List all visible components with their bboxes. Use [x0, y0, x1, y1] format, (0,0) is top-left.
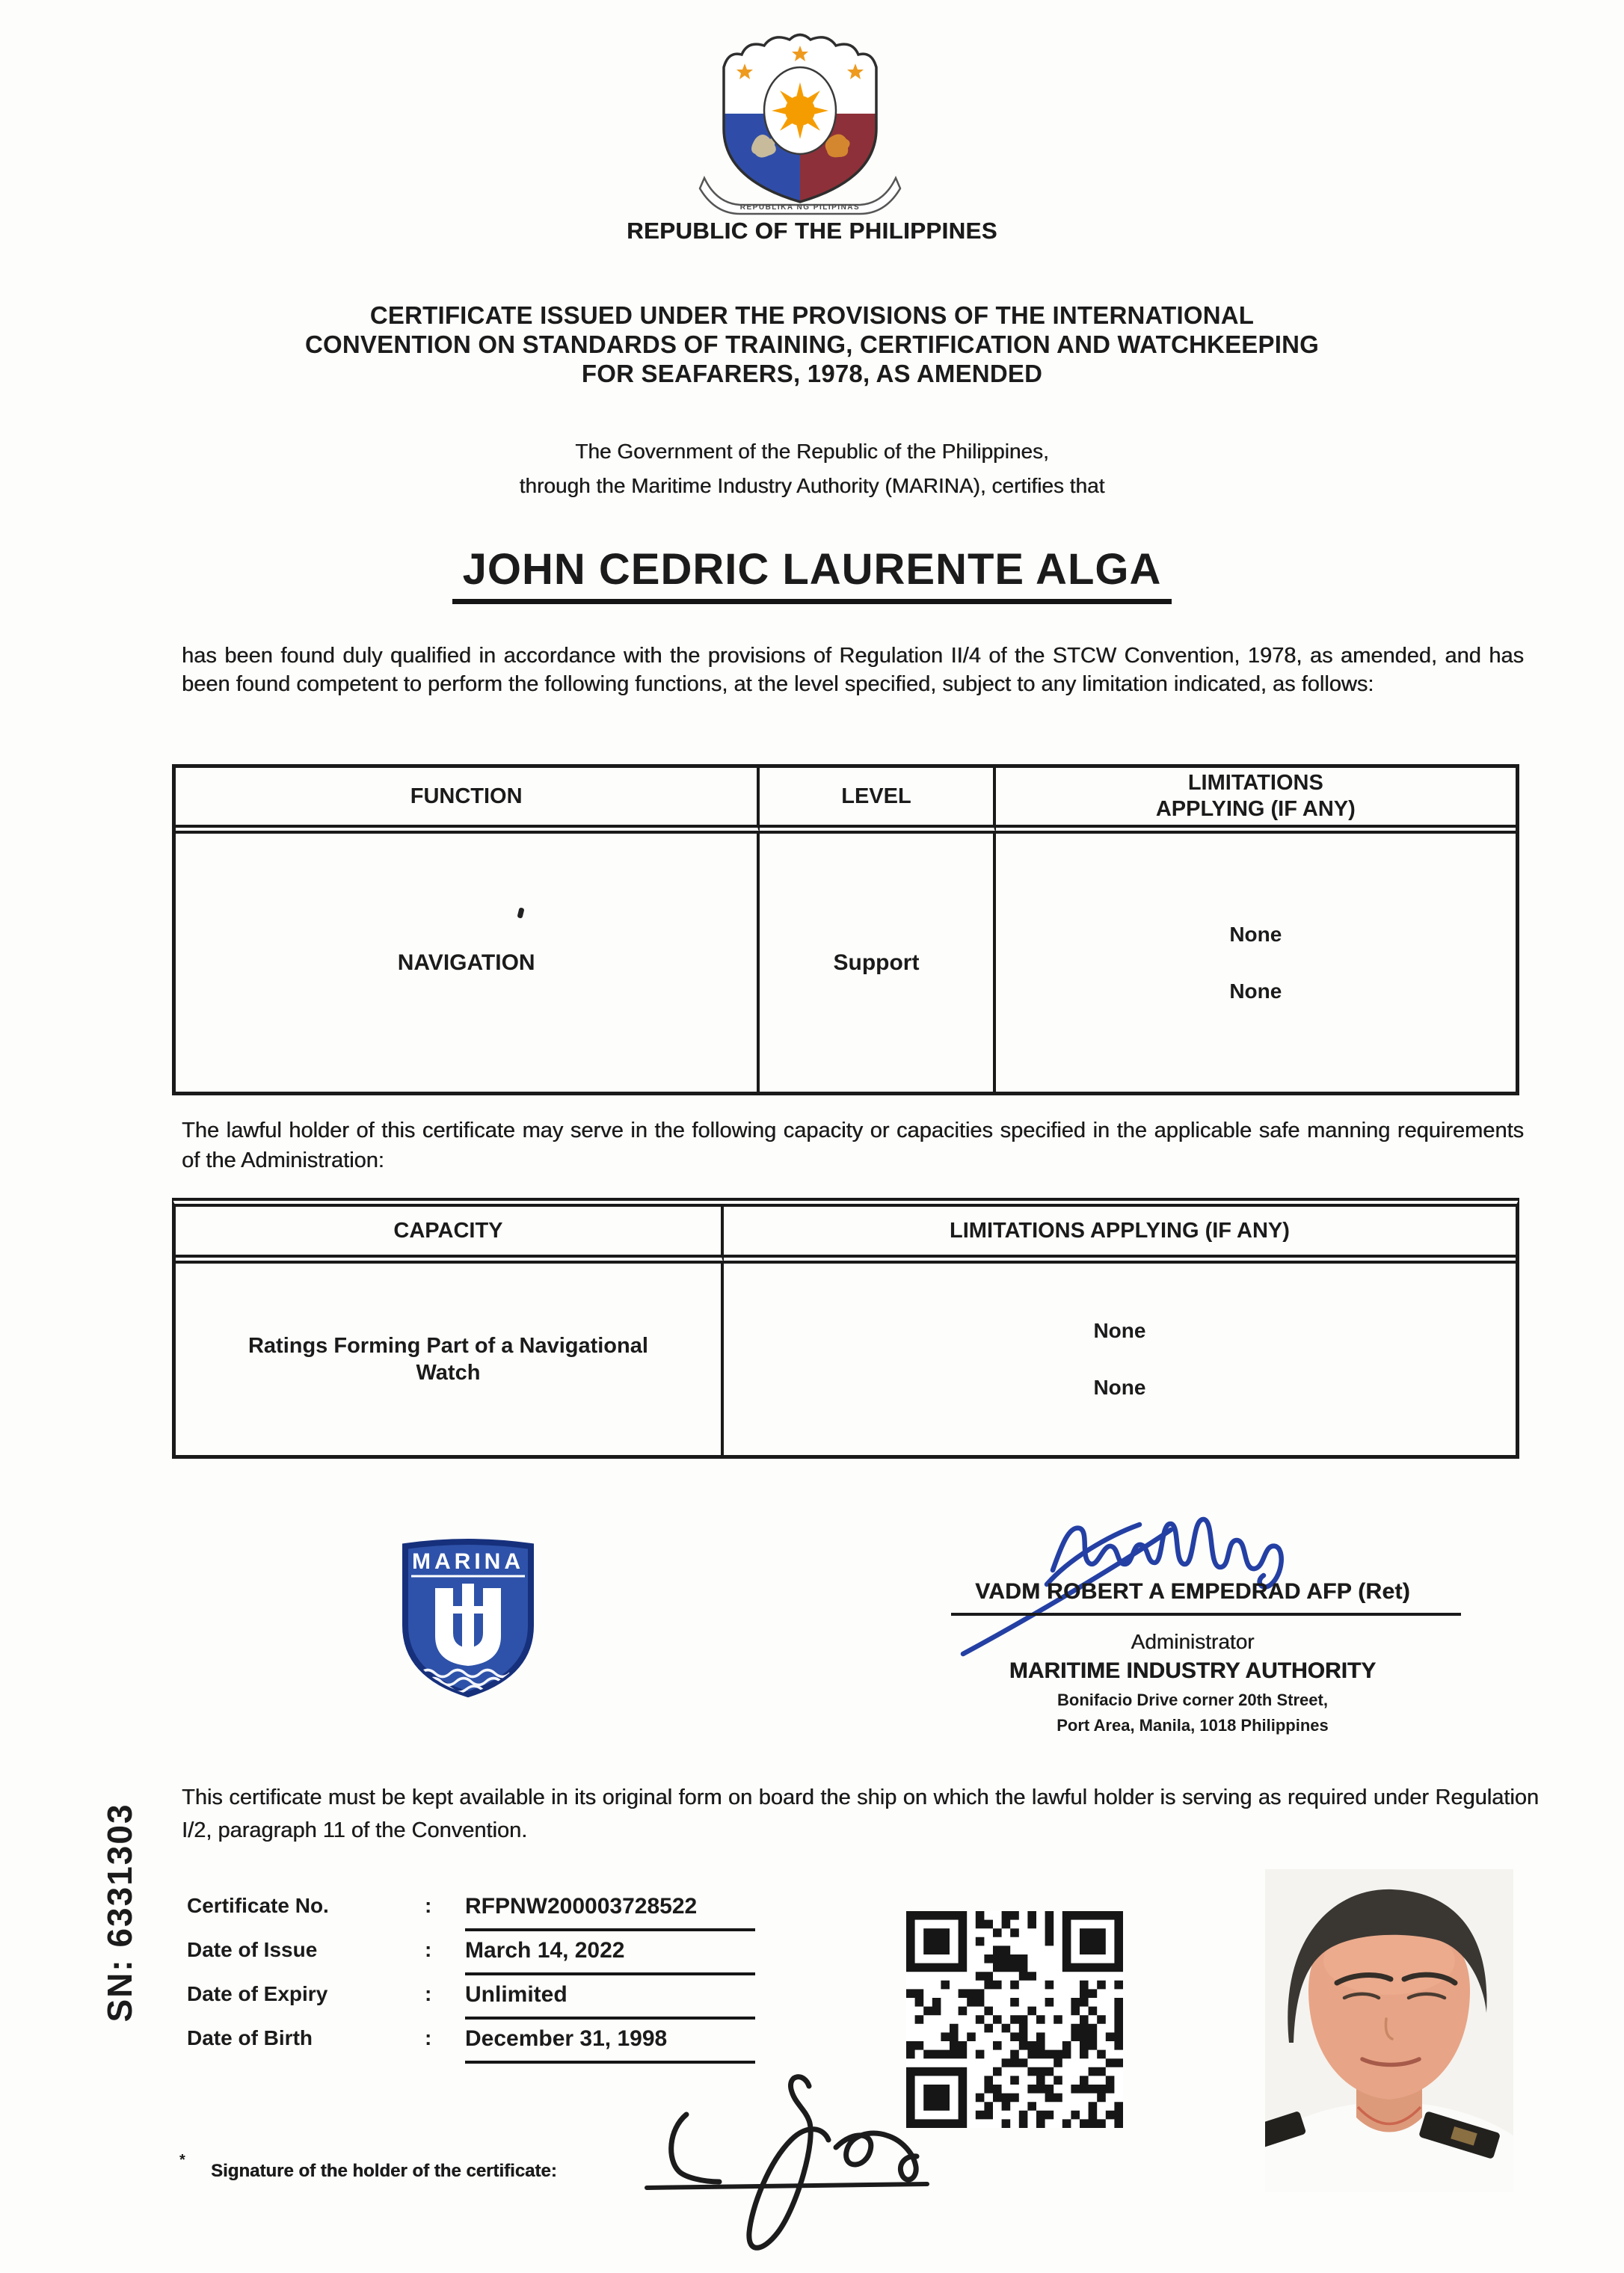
- signatory-organization: MARITIME INDUSTRY AUTHORITY: [1009, 1658, 1377, 1683]
- country-title: REPUBLIC OF THE PHILIPPINES: [627, 218, 997, 244]
- function-table-header-limitations: LIMITATIONS APPLYING (IF ANY): [996, 768, 1516, 834]
- serial-number: SN: 6331303: [100, 1803, 139, 2023]
- capacity-table: [172, 1198, 1519, 1459]
- date-of-expiry-value: Unlimited: [465, 1982, 755, 2020]
- separator: :: [425, 2026, 432, 2049]
- marina-seal-label: MARINA: [412, 1549, 524, 1574]
- signatory-address-line1: Bonifacio Drive corner 20th Street,: [1057, 1691, 1328, 1709]
- holder-signature-label: Signature of the holder of the certificate:: [211, 2161, 557, 2181]
- capacity-table-header-capacity: CAPACITY: [176, 1207, 724, 1264]
- signatory-rule: [951, 1613, 1461, 1616]
- date-of-issue-label: Date of Issue: [187, 1938, 318, 1961]
- philippine-coat-of-arms-icon: [694, 30, 906, 218]
- limitations-cell: [996, 834, 1516, 1092]
- function-cell: NAVIGATION: [176, 834, 760, 1092]
- signatory-address-line2: Port Area, Manila, 1018 Philippines: [1056, 1716, 1329, 1735]
- keep-paragraph: This certificate must be kept available in its original form on board the ship on which the lawful holder is serving as required under Regulation I/2, paragraph 11 of the Convention.: [182, 1786, 1539, 1842]
- certificate-title: [0, 301, 1624, 388]
- marina-seal-icon: [395, 1534, 541, 1705]
- limitation-value: None: [1093, 1319, 1146, 1342]
- holder-photo: [1265, 1869, 1513, 2192]
- holder-name: JOHN CEDRIC LAURENTE ALGA: [0, 544, 1624, 604]
- signatory-title: Administrator: [1131, 1630, 1255, 1653]
- capacity-limitations-cell: [724, 1264, 1516, 1455]
- qr-finder: [1062, 1911, 1123, 1972]
- separator: :: [425, 1894, 432, 1917]
- certificate-no-row: [187, 1894, 905, 1936]
- function-table: [172, 764, 1519, 1095]
- date-of-expiry-label: Date of Expiry: [187, 1982, 328, 2005]
- function-table-header-function: FUNCTION: [176, 768, 760, 834]
- sun-icon: [772, 82, 828, 139]
- footnote-mark: *: [179, 2152, 185, 2168]
- holder-signature: [636, 2056, 950, 2266]
- function-table-header-level: LEVEL: [760, 768, 995, 834]
- separator: :: [425, 1982, 432, 2005]
- date-of-issue-value: March 14, 2022: [465, 1938, 755, 1975]
- date-of-issue-row: [187, 1938, 905, 1980]
- qr-finder: [906, 1911, 967, 1972]
- limitation-value: None: [1093, 1376, 1146, 1399]
- level-cell: Support: [760, 834, 995, 1092]
- limitation-value: None: [1229, 922, 1282, 946]
- certificate-title-line2: CONVENTION ON STANDARDS OF TRAINING, CERTIFICATION AND WATCHKEEPING: [305, 330, 1319, 358]
- separator: :: [425, 1938, 432, 1961]
- anchor-icon: [435, 1584, 501, 1666]
- certificate-title-line3: FOR SEAFARERS, 1978, AS AMENDED: [581, 360, 1043, 387]
- certificate-title-line1: CERTIFICATE ISSUED UNDER THE PROVISIONS OF THE INTERNATIONAL: [369, 301, 1255, 329]
- capacity-cell: Ratings Forming Part of a Navigational Watch: [176, 1264, 724, 1455]
- capacity-paragraph: The lawful holder of this certificate may serve in the following capacity or capacities specified in the applicable safe manning requirements of the Administration:: [182, 1119, 1524, 1172]
- date-of-expiry-row: [187, 1982, 905, 2024]
- signatory-name: VADM ROBERT A EMPEDRAD AFP (Ret): [975, 1579, 1410, 1604]
- intro-line1: The Government of the Republic of the Philippines,: [575, 440, 1049, 463]
- qualification-paragraph: has been found duly qualified in accordance with the provisions of Regulation II/4 of the STCW Convention, 1978, as amended, and has been found competent to perform the following functions, at the level specified, subject to any limitation indicated, as follows:: [182, 644, 1524, 696]
- certificate-no-value: RFPNW200003728522: [465, 1894, 755, 1931]
- date-of-birth-value: December 31, 1998: [465, 2026, 755, 2064]
- intro-line2: through the Maritime Industry Authority (MARINA), certifies that: [519, 474, 1105, 497]
- certificate-no-label: Certificate No.: [187, 1894, 329, 1917]
- banner-text: REPUBLIKA NG PILIPINAS: [739, 203, 861, 212]
- date-of-birth-label: Date of Birth: [187, 2026, 313, 2049]
- capacity-table-header-limitations: LIMITATIONS APPLYING (IF ANY): [724, 1207, 1516, 1264]
- limitation-value: None: [1229, 979, 1282, 1003]
